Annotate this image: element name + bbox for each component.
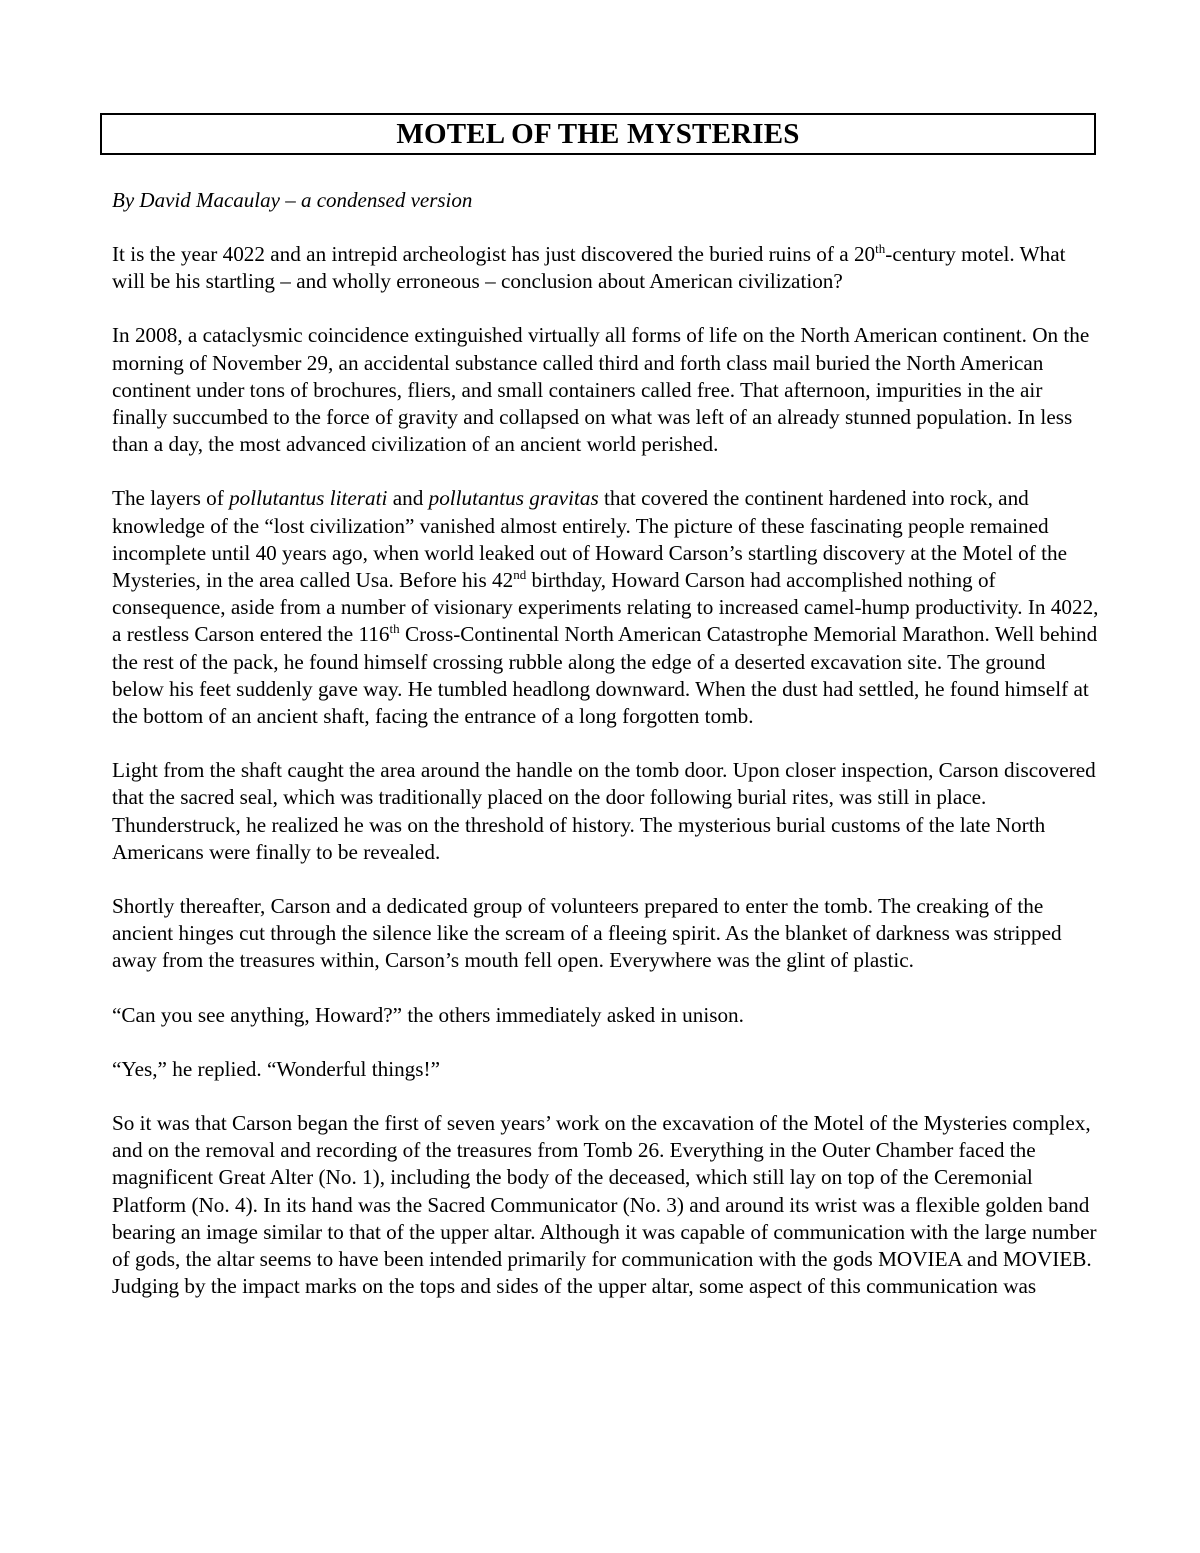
title-box (100, 113, 1096, 155)
superscript: th (875, 240, 886, 256)
document-title: MOTEL OF THE MYSTERIES (396, 117, 800, 150)
paragraph-seal: Light from the shaft caught the area around the handle on the tomb door. Upon closer inspection, Carson discovered that the sacred seal, which was traditionally placed on the door following burial rites, was still in place. Thunderstruck, he realized he was on the threshold of history. The mysterious burial customs of the late North Americans were finally to be revealed. (112, 758, 1096, 864)
paragraph-excavation: So it was that Carson began the first of seven years’ work on the excavation of the Motel of the Mysteries complex, and on the removal and recording of the treasures from Tomb 26. Everything in the Outer Chamber faced the magnificent Great Alter (No. 1), including the body of the deceased, which still lay on top of the Ceremonial Platform (No. 4). In its hand was the Sacred Communicator (No. 3) and around its wrist was a flexible golden band bearing an image similar to that of the upper altar. Although it was capable of communication with the large number of gods, the altar seems to have been intended primarily for communication with the gods MOVIEA and MOVIEB. Judging by the impact marks on the tops and sides of the upper altar, some aspect of this communication was (112, 1111, 1097, 1299)
paragraph-text: The layers of (112, 486, 230, 511)
byline: By David Macaulay – a condensed version (112, 188, 473, 212)
paragraph-catastrophe: In 2008, a cataclysmic coincidence extinguished virtually all forms of life on the North American continent. On the morning of November 29, an accidental substance called third and forth class mail buried the North American continent under tons of brochures, fliers, and small containers called free. That afternoon, impurities in the air finally succumbed to the force of gravity and collapsed on what was left of an already stunned population. In less than a day, the most advanced civilization of an ancient world perished. (112, 323, 1090, 457)
paragraph-discovery (112, 485, 1102, 730)
paragraph-question: “Can you see anything, Howard?” the others immediately asked in unison. (112, 1002, 744, 1027)
italic-term: pollutantus literati (229, 486, 388, 511)
paragraph-text: that covered the continent hardened into rock, and knowledge of the “lost civilization” vanished almost entirely. The picture of these fascinating people remained incomplete until 40 years ago, when world leaked out of Howard Carson’s startling discovery at the Motel of the Mysteries, in the area called Usa. Before his 42 (112, 486, 1067, 593)
paragraph-text: and (387, 486, 429, 511)
paragraph-intro (112, 241, 1102, 295)
superscript: th (389, 621, 400, 637)
document-page (112, 113, 1102, 1301)
superscript: nd (513, 566, 527, 582)
paragraph-reply: “Yes,” he replied. “Wonderful things!” (112, 1056, 440, 1081)
paragraph-text: -century motel. What will be his startling – and wholly erroneous – conclusion about American civilization? (112, 242, 1066, 294)
paragraph-entry: Shortly thereafter, Carson and a dedicated group of volunteers prepared to enter the tomb. The creaking of the ancient hinges cut through the silence like the scream of a fleeing spirit. As the blanket of darkness was stripped away from the treasures within, Carson’s mouth fell open. Everywhere was the glint of plastic. (112, 894, 1062, 973)
italic-term: pollutantus gravitas (428, 486, 599, 511)
paragraph-text: It is the year 4022 and an intrepid archeologist has just discovered the buried ruins of a 20 (112, 242, 876, 266)
paragraph-text: birthday, Howard Carson had accomplished nothing of consequence, aside from a number of visionary experiments relating to increased camel-hump productivity. In 4022, a restless Carson entered the 116 (112, 568, 1099, 647)
paragraph-text: Cross-Continental North American Catastrophe Memorial Marathon. Well behind the rest of the pack, he found himself crossing rubble along the edge of a deserted excavation site. The ground below his feet suddenly gave way. He tumbled headlong downward. When the dust had settled, he found himself at the bottom of an ancient shaft, facing the entrance of a long forgotten tomb. (112, 622, 1098, 729)
